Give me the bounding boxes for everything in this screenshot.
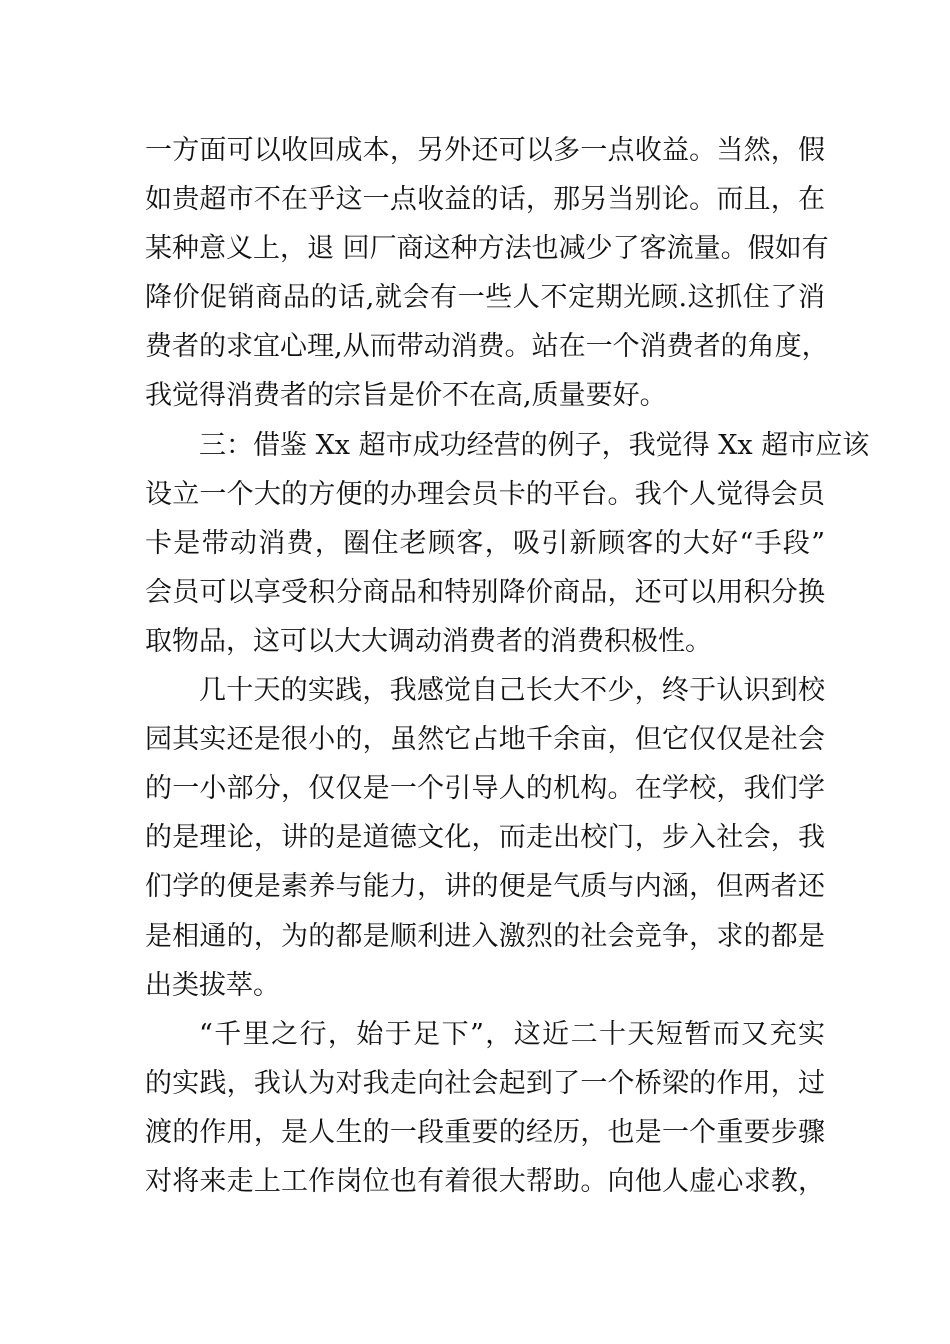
text-line: 设立一个大的方便的办理会员卡的平台。我个人觉得会员: [145, 478, 825, 510]
text-line: 几十天的实践，我感觉自己长大不少，终于认识到校: [199, 675, 825, 707]
text-line: 对将来走上工作岗位也有着很大帮助。向他人虚心求教，: [145, 1165, 825, 1197]
text-line: 的实践，我认为对我走向社会起到了一个桥梁的作用，过: [145, 1067, 825, 1099]
text-line: 会员可以享受积分商品和特别降价商品，还可以用积分换: [145, 576, 825, 608]
text-line: 取物品，这可以大大调动消费者的消费积极性。: [145, 625, 712, 657]
text-line: 一方面可以收回成本，另外还可以多一点收益。当然，假: [145, 135, 825, 166]
text-line: 如贵超市不在乎这一点收益的话，那另当别论。而且，在: [145, 184, 825, 216]
text-line: 我觉得消费者的宗旨是价不在高,质量要好。: [145, 380, 667, 412]
text-line: 降价促销商品的话,就会有一些人不定期光顾.这抓住了消: [145, 282, 825, 314]
text-line: 出类拔萃。: [145, 969, 280, 1001]
text-line: 费者的求宜心理,从而带动消费。站在一个消费者的角度，: [145, 331, 829, 363]
text-line: 渡的作用，是人生的一段重要的经历，也是一个重要步骤: [145, 1116, 825, 1148]
text-line: 三：借鉴 Xx 超市成功经营的例子，我觉得 Xx 超市应该: [199, 429, 870, 461]
text-line: 的是理论，讲的是道德文化，而走出校门，步入社会，我: [145, 822, 825, 854]
text-line: 们学的便是素养与能力，讲的便是气质与内涵，但两者还: [145, 871, 825, 903]
text-line: 某种意义上，退 回厂商这种方法也减少了客流量。假如有: [145, 233, 829, 265]
text-line: 的一小部分，仅仅是一个引导人的机构。在学校，我们学: [145, 773, 825, 805]
text-line: 是相通的，为的都是顺利进入激烈的社会竞争，求的都是: [145, 920, 825, 952]
text-line: 园其实还是很小的，虽然它占地千余亩，但它仅仅是社会: [145, 724, 825, 756]
text-line: 卡是带动消费，圈住老顾客，吸引新顾客的大好“手段”: [145, 527, 825, 559]
body-text: [145, 126, 870, 1206]
text-line: “千里之行，始于足下”，这近二十天短暂而又充实: [199, 1018, 825, 1050]
